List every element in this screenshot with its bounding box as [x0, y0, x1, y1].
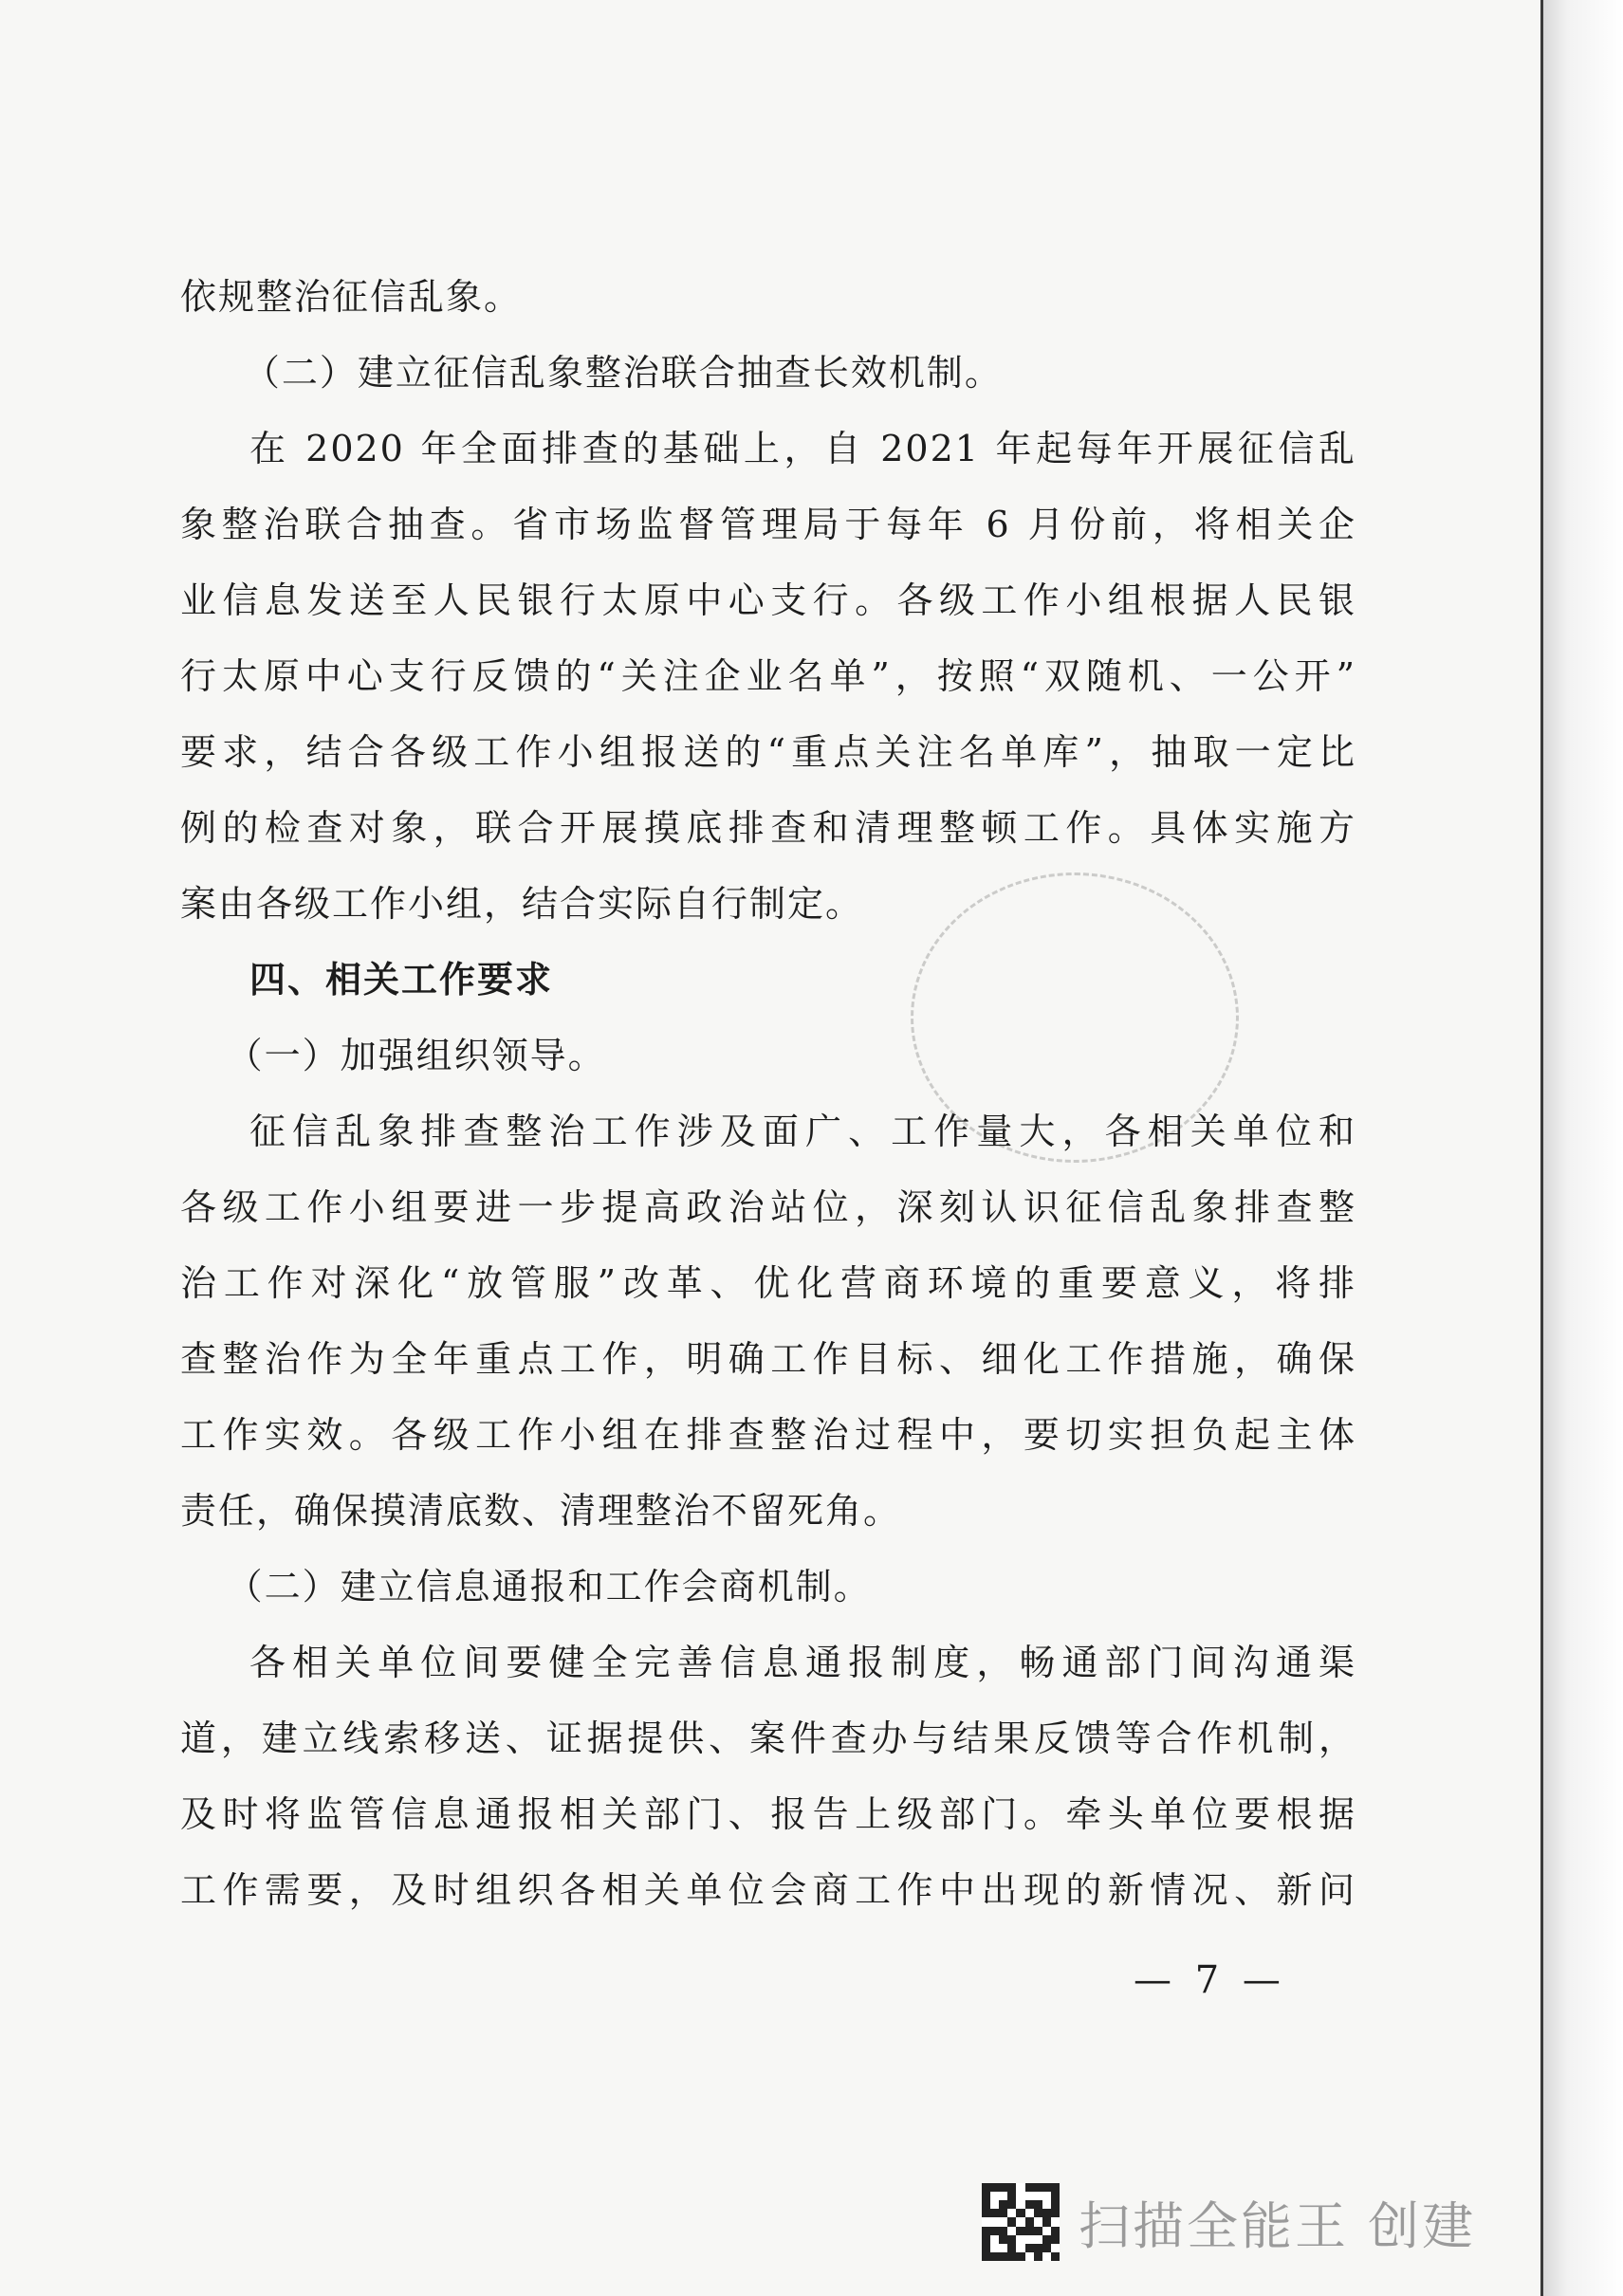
document-line: 要求，结合各级工作小组报送的“重点关注名单库”，抽取一定比 [180, 731, 1356, 773]
document-line: （二）建立征信乱象整治联合抽查长效机制。 [243, 352, 1003, 394]
page-number: — 7 — [1134, 1958, 1286, 2002]
document-line: 及时将监管信息通报相关部门、报告上级部门。牵头单位要根据 [180, 1793, 1356, 1835]
document-line: （一）加强组织领导。 [226, 1035, 606, 1076]
document-line: 道，建立线索移送、证据提供、案件查办与结果反馈等合作机制， [180, 1717, 1356, 1759]
document-line: 责任，确保摸清底数、清理整治不留死角。 [180, 1490, 902, 1532]
document-line: 在 2020 年全面排查的基础上，自 2021 年起每年开展征信乱 [249, 428, 1356, 469]
document-line: 象整治联合抽查。省市场监督管理局于每年 6 月份前，将相关企 [180, 504, 1356, 545]
document-line: 工作需要，及时组织各相关单位会商工作中出现的新情况、新问 [180, 1869, 1356, 1911]
document-line: 案由各级工作小组，结合实际自行制定。 [180, 883, 864, 925]
qr-code-icon [982, 2183, 1060, 2261]
document-line: 各级工作小组要进一步提高政治站位，深刻认识征信乱象排查整 [180, 1186, 1356, 1228]
document-line: 例的检查对象，联合开展摸底排查和清理整顿工作。具体实施方 [180, 807, 1356, 849]
section-heading: 四、相关工作要求 [249, 959, 553, 1001]
document-line: 查整治作为全年重点工作，明确工作目标、细化工作措施，确保 [180, 1338, 1356, 1380]
scanner-watermark [982, 2181, 1476, 2263]
document-line: 各相关单位间要健全完善信息通报制度，畅通部门间沟通渠 [249, 1642, 1356, 1683]
page-shadow [1543, 0, 1623, 2296]
document-line: 依规整治征信乱象。 [180, 276, 523, 318]
document-line: 治工作对深化“放管服”改革、优化营商环境的重要意义，将排 [180, 1262, 1356, 1304]
scanner-watermark-text: 扫描全能王 创建 [1079, 2195, 1477, 2256]
document-line: （二）建立信息通报和工作会商机制。 [226, 1566, 872, 1607]
document-line: 业信息发送至人民银行太原中心支行。各级工作小组根据人民银 [180, 579, 1356, 621]
document-line: 行太原中心支行反馈的“关注企业名单”，按照“双随机、一公开” [180, 655, 1356, 697]
document-line: 征信乱象排查整治工作涉及面广、工作量大，各相关单位和 [249, 1111, 1356, 1152]
document-line: 工作实效。各级工作小组在排查整治过程中，要切实担负起主体 [180, 1414, 1356, 1456]
